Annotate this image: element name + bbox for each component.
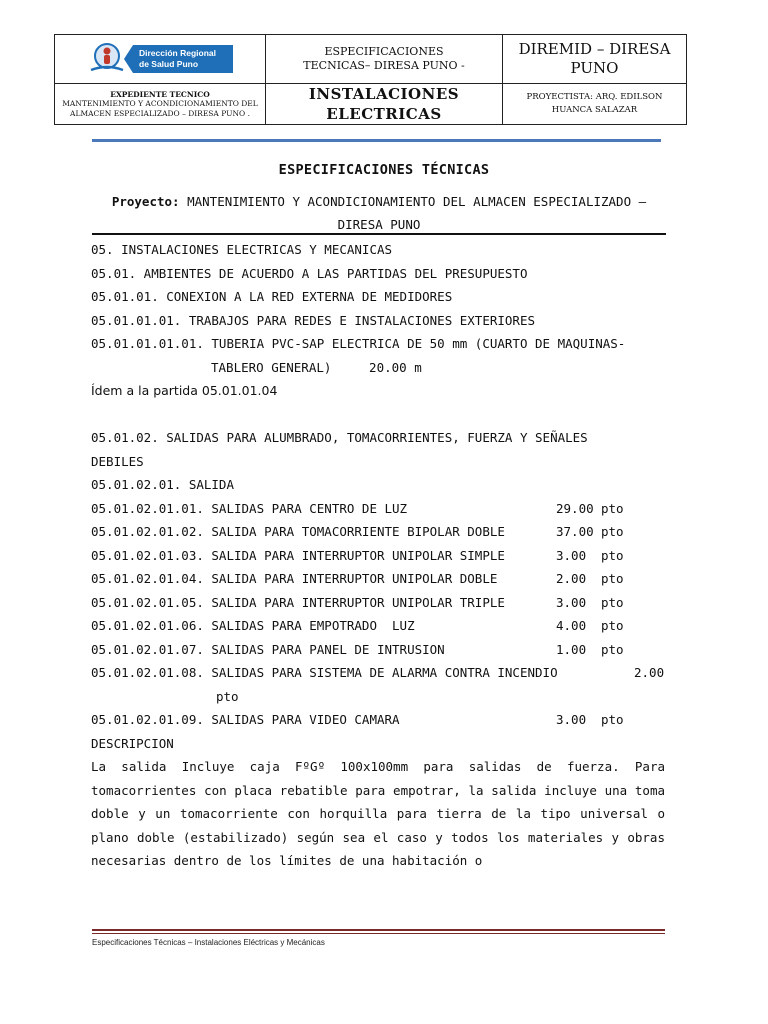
- spec-cell: [266, 35, 503, 84]
- item-text: 05.01.02.01.03. SALIDA PARA INTERRUPTOR UNIPOLAR SIMPLE: [91, 547, 505, 563]
- diremid-line1: DIREMID – DIRESA: [518, 40, 671, 58]
- list-item: [91, 520, 665, 544]
- descripcion-text: La salida Incluye caja FºGº 100x100mm para salidas de fuerza. Para tomacorrientes con placa rebatible para empotrar, la salida incluye una toma doble y un tomacorriente con horquilla para tierra de la tipo universal o plano doble (estabilizado) según sea el caso y todos los materiales y obras necesarias dentro de los límites de una habitación o: [91, 759, 665, 868]
- item-unit: pto: [601, 594, 624, 610]
- item-unit: pto: [601, 641, 624, 657]
- descripcion-label: DESCRIPCION: [91, 735, 174, 751]
- item-text: 05.01.02.01.09. SALIDAS PARA VIDEO CAMARA: [91, 712, 400, 727]
- health-logo-icon: [87, 42, 127, 76]
- expediente-desc-1: MANTENIMIENTO Y ACONDICIONAMIENTO DEL: [62, 98, 258, 108]
- spec-line2: TECNICAS– DIRESA PUNO -: [303, 59, 465, 72]
- footer-divider: [92, 929, 665, 931]
- proyectista-line2: HUANCA SALAZAR: [551, 105, 638, 115]
- item-qty: 29.00: [556, 500, 594, 516]
- item-qty: 2.00: [634, 665, 665, 680]
- list-item: [91, 638, 665, 662]
- expediente-cell: [55, 84, 266, 125]
- project-line1: MANTENIMIENTO Y ACONDICIONAMIENTO DEL ALMACEN ESPECIALIZADO –: [187, 194, 647, 209]
- spec-line1: ESPECIFICACIONES: [324, 45, 444, 58]
- item-qty: 3.00: [556, 594, 587, 610]
- item-text: 05.01.02.01.05. SALIDA PARA INTERRUPTOR UNIPOLAR TRIPLE: [91, 594, 505, 610]
- page-footer: Especificaciones Técnicas – Instalaciones Eléctricas y Mecánicas: [92, 938, 325, 947]
- list-item: [91, 708, 665, 732]
- item-unit: pto: [601, 571, 624, 586]
- item-text: 05.01.02.01.02. SALIDA PARA TOMACORRIENTE BIPOLAR DOBLE: [91, 524, 505, 539]
- list-item: [91, 567, 665, 591]
- item-text: 05.01.02.01.08. SALIDAS PARA SISTEMA DE ALARMA CONTRA INCENDIO: [91, 665, 558, 680]
- item-unit: pto: [601, 524, 624, 539]
- item-tuberia-line1: 05.01.01.01.01. TUBERIA PVC-SAP ELECTRICA DE 50 mm (CUARTO DE MAQUINAS-: [91, 336, 626, 351]
- item-unit: pto: [601, 547, 624, 563]
- proyectista-cell: [503, 84, 687, 125]
- section-05: 05. INSTALACIONES ELECTRICAS Y MECANICAS: [91, 242, 393, 257]
- item-text: 05.01.02.01.04. SALIDA PARA INTERRUPTOR UNIPOLAR DOBLE: [91, 571, 498, 586]
- item-text: 05.01.02.01.06. SALIDAS PARA EMPOTRADO LUZ: [91, 618, 415, 633]
- item-unit: pto: [601, 618, 624, 633]
- item-unit: pto: [601, 712, 624, 727]
- section-05-01: 05.01. AMBIENTES DE ACUERDO A LAS PARTIDAS DEL PRESUPUESTO: [91, 265, 528, 281]
- list-item: [91, 544, 665, 568]
- item-text: 05.01.02.01.07. SALIDAS PARA PANEL DE INTRUSION: [91, 641, 445, 657]
- item-qty: 3.00: [556, 547, 587, 563]
- item-qty: 37.00: [556, 524, 594, 539]
- section-05-01-02-line1: 05.01.02. SALIDAS PARA ALUMBRADO, TOMACORRIENTES, FUERZA Y SEÑALES: [91, 430, 588, 445]
- footer-divider-thin: [92, 933, 665, 934]
- section-05-01-02-01: 05.01.02.01. SALIDA: [91, 477, 234, 492]
- page-title: ESPECIFICACIONES TÉCNICAS: [278, 162, 490, 178]
- list-item: [91, 591, 665, 615]
- title-divider: [92, 233, 666, 235]
- item-qty: 4.00: [556, 618, 587, 633]
- section-cell: [266, 84, 503, 125]
- idem-note: Ídem a la partida 05.01.01.04: [91, 383, 278, 398]
- project-line2: DIRESA PUNO: [337, 217, 421, 232]
- section-line1: INSTALACIONES: [308, 85, 460, 103]
- list-item: [91, 661, 665, 685]
- item-qty: 1.00: [556, 641, 587, 657]
- item-tuberia-line2: TABLERO GENERAL) 20.00 m: [211, 359, 422, 375]
- logo-text-line1: Dirección Regional: [139, 48, 216, 58]
- item-qty: 2.00: [556, 571, 587, 586]
- list-item: [91, 614, 665, 638]
- section-05-01-02-line2: DEBILES: [91, 453, 144, 469]
- section-05-01-01-01: 05.01.01.01. TRABAJOS PARA REDES E INSTALACIONES EXTERIORES: [91, 312, 536, 328]
- project-heading: [92, 190, 666, 236]
- proyectista-line1: PROYECTISTA: ARQ. EDILSON: [526, 92, 663, 102]
- diremid-cell: [503, 35, 687, 84]
- header-divider: [92, 139, 661, 142]
- expediente-desc-2: ALMACEN ESPECIALIZADO – DIRESA PUNO .: [70, 108, 250, 118]
- item-unit: pto: [216, 688, 239, 704]
- diresa-logo: [87, 42, 233, 76]
- section-line2: ELECTRICAS: [326, 105, 442, 123]
- list-item: [91, 497, 665, 521]
- diremid-line2: PUNO: [570, 59, 619, 77]
- spec-content: [91, 238, 665, 873]
- expediente-label: EXPEDIENTE TECNICO: [110, 89, 210, 99]
- blank-line: [91, 403, 665, 427]
- document-header: [54, 34, 687, 125]
- item-qty: 3.00: [556, 712, 587, 727]
- item-text: 05.01.02.01.01. SALIDAS PARA CENTRO DE LUZ: [91, 500, 408, 516]
- project-label: Proyecto:: [111, 194, 180, 209]
- logo-text-line2: de Salud Puno: [139, 59, 199, 69]
- section-05-01-01: 05.01.01. CONEXION A LA RED EXTERNA DE MEDIDORES: [91, 289, 453, 304]
- logo-cell: [55, 35, 266, 84]
- item-unit: pto: [601, 500, 624, 516]
